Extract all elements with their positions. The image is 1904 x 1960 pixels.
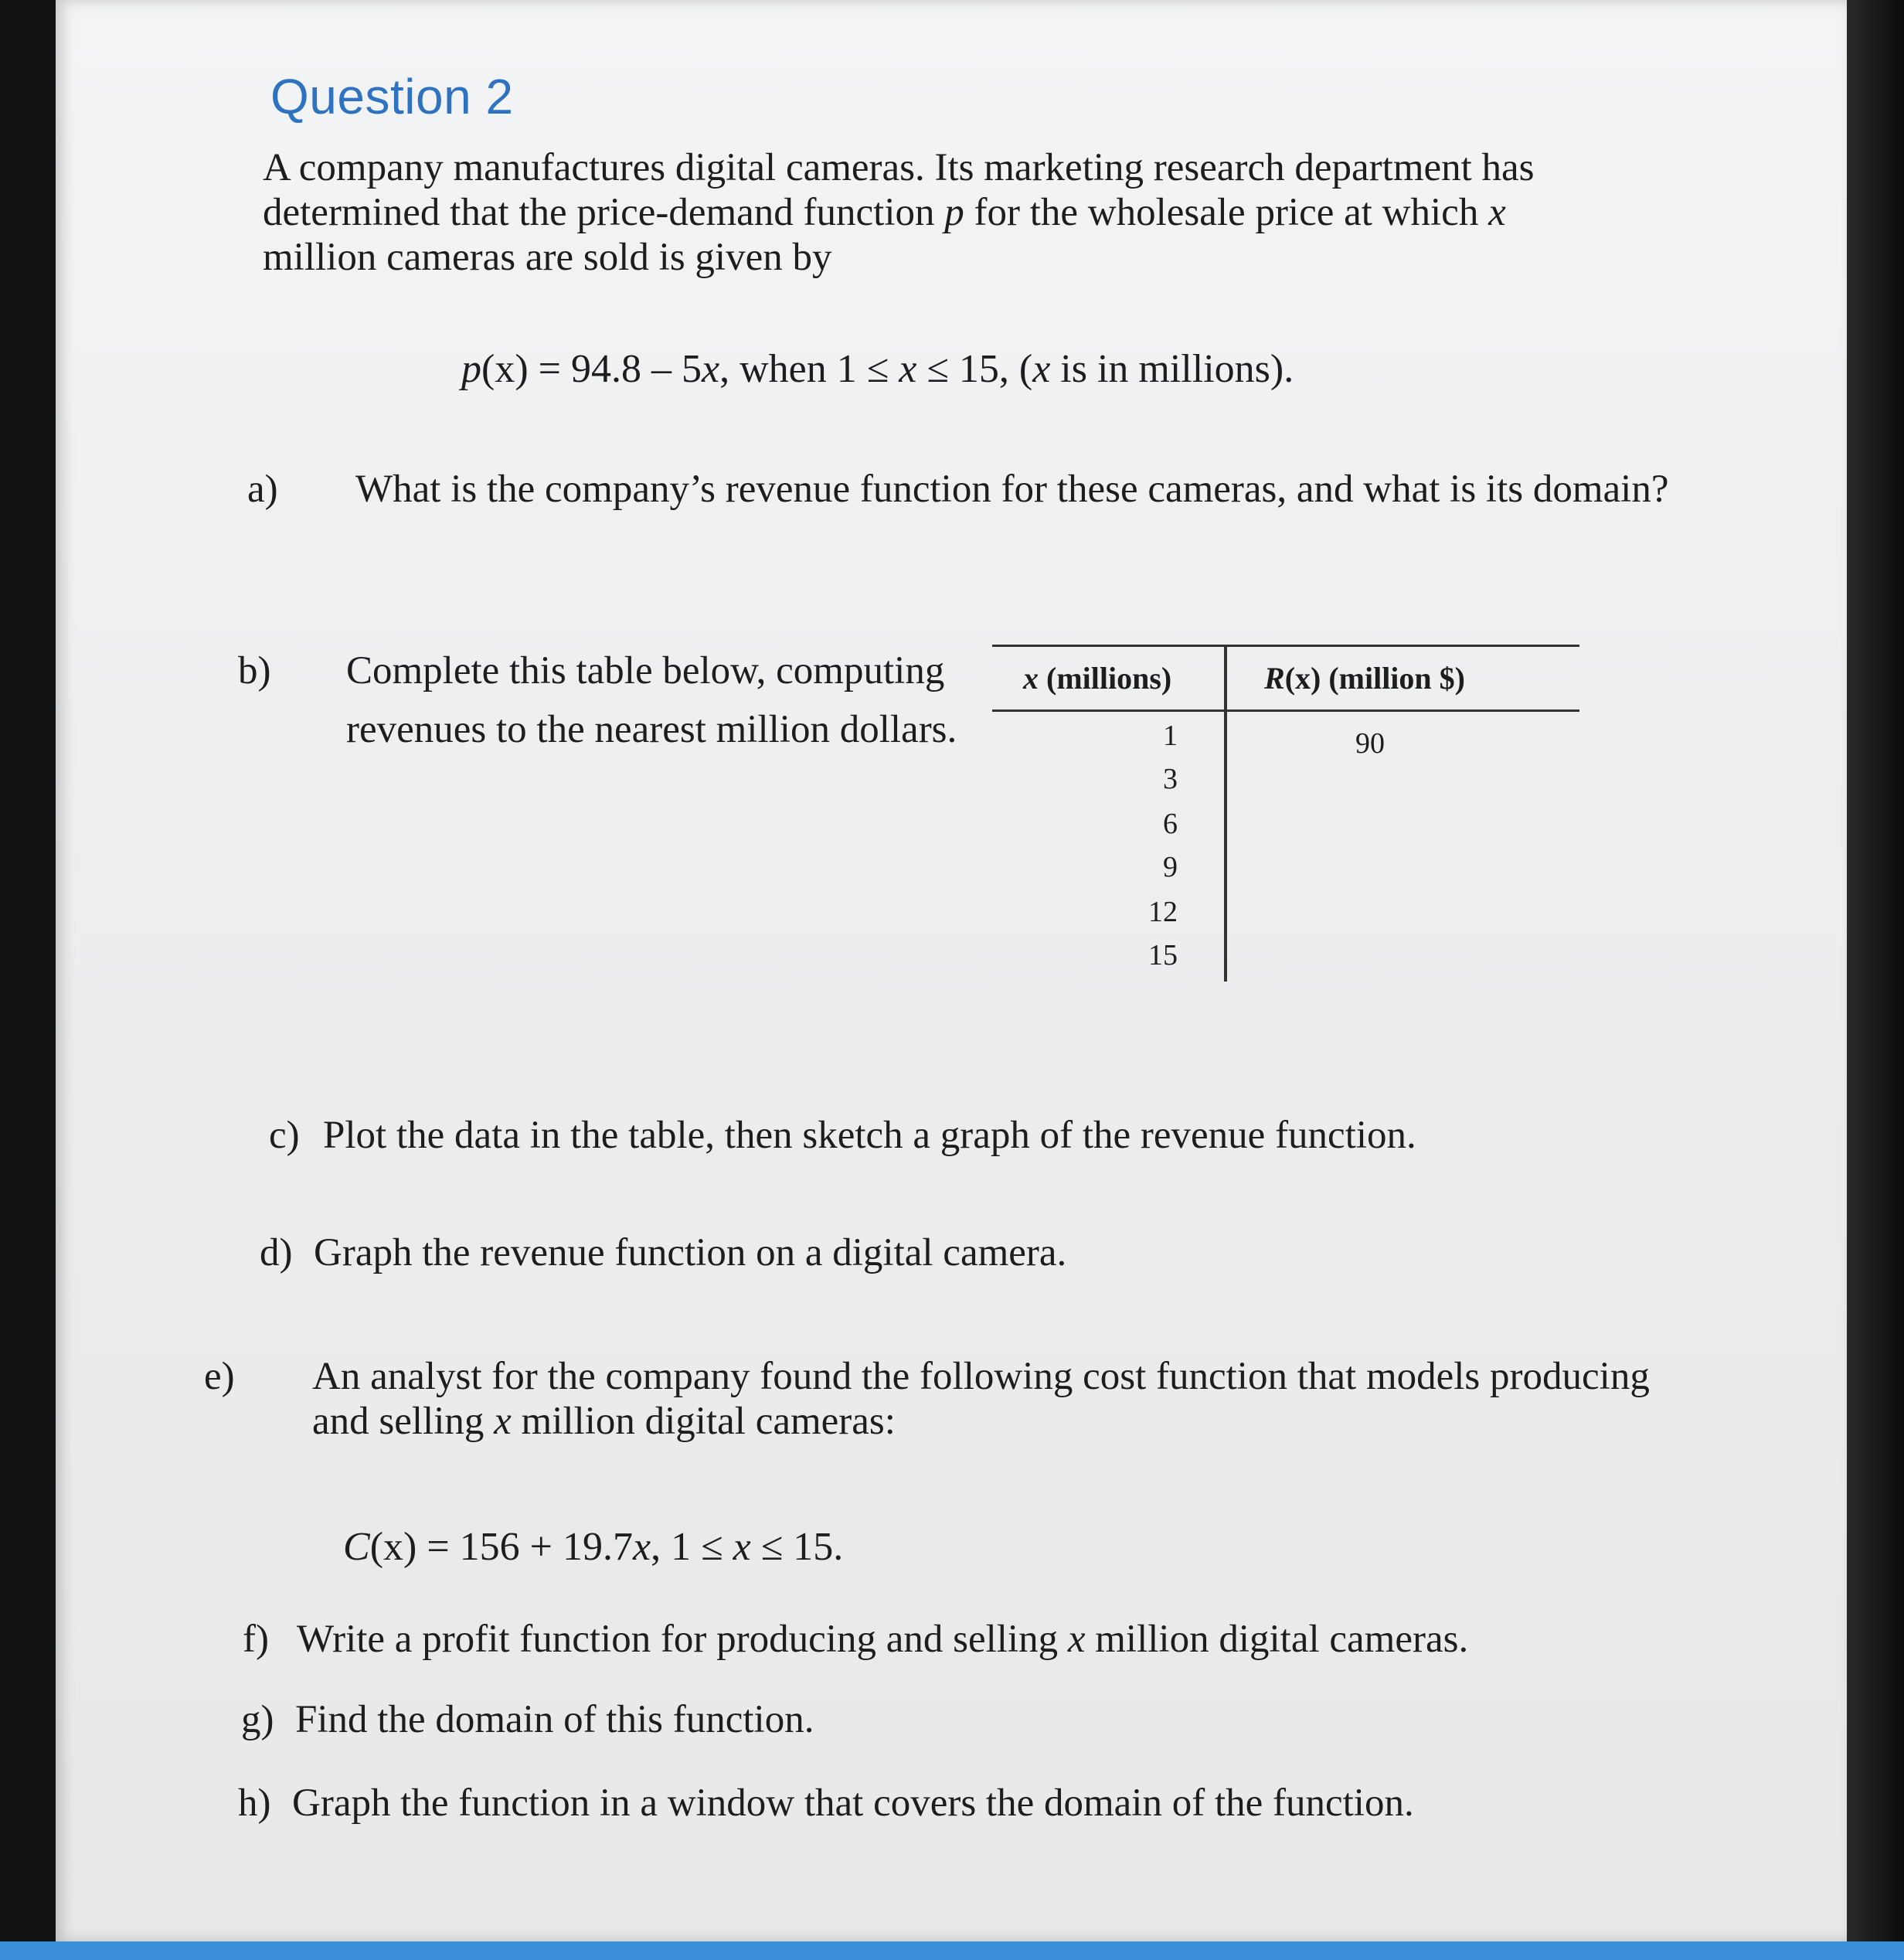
part-f-var-x: x	[1067, 1618, 1086, 1661]
header-r-var: R	[1264, 661, 1285, 696]
cost-formula	[343, 1524, 843, 1570]
formula-c-rhs: = 156 + 19.7	[416, 1525, 633, 1569]
intro-line-3: million cameras are sold is given by	[263, 236, 832, 279]
header-x-rest: (millions)	[1039, 661, 1172, 696]
part-b-text: Complete this table below, computing revenues to the nearest million dollars.	[346, 649, 957, 751]
formula-c-tail2: ≤ 15.	[750, 1525, 844, 1569]
intro-var-x: x	[1488, 191, 1506, 234]
document-page	[56, 0, 1847, 1941]
part-d-label: d)	[260, 1231, 293, 1274]
part-c-text: Plot the data in the table, then sketch a graph of the revenue function.	[323, 1114, 1416, 1157]
formula-p: p	[461, 347, 481, 391]
table-cell-x: 1	[1163, 720, 1178, 752]
part-h	[238, 1781, 1768, 1826]
part-c-label: c)	[269, 1114, 300, 1157]
part-g	[241, 1697, 1709, 1742]
part-d-text: Graph the revenue function on a digital camera.	[314, 1231, 1067, 1274]
intro-var-p: p	[944, 191, 964, 234]
table-column-divider	[1224, 645, 1227, 982]
part-a	[247, 456, 1700, 522]
formula-p-var3: x	[1032, 347, 1051, 391]
part-e-var-x: x	[494, 1400, 512, 1443]
table-cell-revenue: 90	[1355, 727, 1385, 760]
price-demand-formula	[461, 346, 1294, 392]
formula-p-tail: , when 1 ≤	[719, 347, 899, 391]
formula-c-arg: (x)	[369, 1525, 417, 1569]
table-header-rule	[992, 709, 1579, 712]
part-e	[204, 1354, 1688, 1444]
table-cell-x: 15	[1148, 939, 1178, 971]
formula-p-tail3: is in millions).	[1050, 347, 1294, 391]
formula-p-rhs: = 94.8 – 5	[528, 347, 702, 391]
part-f	[243, 1617, 1711, 1662]
part-f-text-b: million digital cameras.	[1085, 1618, 1469, 1661]
intro-line-2a: determined that the price-demand function	[263, 191, 945, 234]
page-content	[56, 0, 1847, 1941]
table-cell-x: 9	[1163, 851, 1178, 883]
device-bezel-right	[1847, 0, 1904, 1960]
formula-p-arg: (x)	[481, 347, 529, 391]
part-h-label: h)	[238, 1781, 271, 1825]
part-e-label: e)	[204, 1355, 235, 1398]
part-h-text: Graph the function in a window that covers the domain of the function.	[292, 1781, 1414, 1825]
question-title: Question 2	[270, 69, 514, 124]
part-c	[269, 1113, 1737, 1158]
header-x-var: x	[1023, 661, 1039, 696]
formula-c-tail: , 1 ≤	[651, 1525, 733, 1569]
formula-p-var2: x	[899, 347, 917, 391]
formula-p-tail2: ≤ 15, (	[916, 347, 1033, 391]
bottom-bar	[0, 1941, 1904, 1960]
part-g-label: g)	[241, 1698, 274, 1741]
table-header-x	[1023, 660, 1171, 696]
part-b-label: b)	[238, 649, 271, 692]
table-cell-x: 3	[1163, 763, 1178, 795]
table-cell-x: 6	[1163, 808, 1178, 840]
formula-c-var: x	[632, 1525, 651, 1569]
intro-line-2b: for the wholesale price at which	[964, 191, 1489, 234]
part-a-text: What is the company’s revenue function for these cameras, and what is its domain?	[355, 468, 1669, 511]
revenue-table	[992, 645, 1579, 985]
part-b	[238, 641, 980, 759]
table-header-r	[1264, 660, 1465, 696]
intro-line-1: A company manufactures digital cameras. Its marketing research department has	[263, 146, 1535, 189]
formula-p-var: x	[701, 347, 720, 391]
header-r-rest: (x) (million $)	[1284, 661, 1465, 696]
part-e-text-b: million digital cameras:	[511, 1400, 896, 1443]
table-cell-x: 12	[1148, 896, 1178, 928]
part-g-text: Find the domain of this function.	[295, 1698, 814, 1741]
formula-c: C	[343, 1525, 370, 1569]
part-d	[260, 1230, 1728, 1275]
part-a-label: a)	[247, 468, 278, 511]
table-top-rule	[992, 645, 1579, 647]
part-f-label: f)	[243, 1618, 269, 1661]
intro-paragraph	[263, 145, 1638, 280]
part-f-text-a: Write a profit function for producing and selling	[297, 1618, 1068, 1661]
formula-c-var2: x	[733, 1525, 751, 1569]
part-e-text-a: An analyst for the company found the following cost function that models producing and selling	[312, 1355, 1650, 1443]
